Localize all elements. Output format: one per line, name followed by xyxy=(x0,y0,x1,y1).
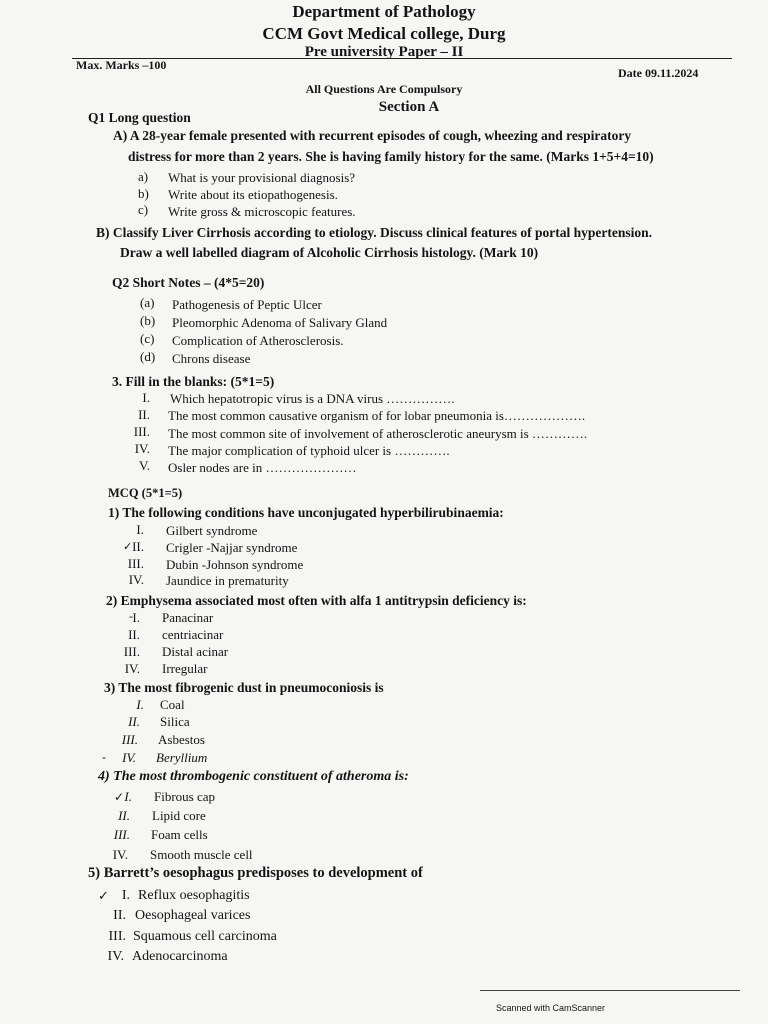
mcq-question: 1) The following conditions have unconjugated hyperbilirubinaemia: xyxy=(108,505,504,520)
mcq-option-label: II. xyxy=(128,627,140,642)
mcq-option-label: IV. xyxy=(122,750,136,765)
mcq-option-text: Crigler -Najjar syndrome xyxy=(166,540,298,555)
section-title: Section A xyxy=(378,99,440,115)
tick-mark: ✓ xyxy=(123,541,133,553)
mcq-option-label: IV. xyxy=(112,847,128,862)
q2-item-label: (d) xyxy=(140,349,156,364)
tick-mark: - xyxy=(102,750,106,764)
q1a-sub-label: a) xyxy=(138,169,149,184)
mcq-option-label: II. xyxy=(128,714,140,729)
max-marks: Max. Marks –100 xyxy=(76,58,167,72)
mcq-option-label: III. xyxy=(113,827,130,842)
mcq-option-text: Gilbert syndrome xyxy=(166,523,258,538)
q1a-sub-label: c) xyxy=(138,202,149,217)
q3-title: 3. Fill in the blanks: (5*1=5) xyxy=(112,374,275,389)
q3-item-label: V. xyxy=(139,458,150,473)
college-name: CCM Govt Medical college, Durg xyxy=(262,24,506,43)
instructions: All Questions Are Compulsory xyxy=(305,82,463,96)
exam-date: Date 09.11.2024 xyxy=(618,66,699,80)
q2-item-text: Complication of Atherosclerosis. xyxy=(172,333,344,348)
q1a-sub-text: Write gross & microscopic features. xyxy=(168,204,356,219)
footer-rule xyxy=(480,990,740,991)
mcq-option-label: III. xyxy=(127,556,144,571)
q1a-sub-text: Write about its etiopathogenesis. xyxy=(168,187,338,202)
mcq-option-text: Lipid core xyxy=(152,808,206,823)
q2-item-label: (c) xyxy=(140,331,155,346)
mcq-question: 3) The most fibrogenic dust in pneumoconiosis is xyxy=(104,680,384,695)
mcq-option-text: Jaundice in prematurity xyxy=(166,573,289,588)
mcq-question: 5) Barrett’s oesophagus predisposes to development of xyxy=(88,865,423,881)
paper-title: Pre university Paper – II xyxy=(304,44,464,60)
q2-title: Q2 Short Notes – (4*5=20) xyxy=(112,275,265,290)
mcq-option-text: Irregular xyxy=(162,661,208,676)
mcq-option-text: Coal xyxy=(160,697,185,712)
mcq-option-label: I. xyxy=(132,610,140,625)
q1b-line2: Draw a well labelled diagram of Alcoholic Cirrhosis histology. (Mark 10) xyxy=(120,245,539,260)
mcq-option-label: I. xyxy=(121,888,130,903)
department-title: Department of Pathology xyxy=(292,2,476,21)
mcq-option-label: III. xyxy=(123,644,140,659)
mcq-option-text: Panacinar xyxy=(162,610,214,625)
q3-item-label: II. xyxy=(138,407,150,422)
mcq-option-text: Squamous cell carcinoma xyxy=(133,929,277,944)
mcq-option-text: Foam cells xyxy=(151,827,208,842)
q3-item-text: The most common site of involvement of atherosclerotic aneurysm is …………. xyxy=(168,426,588,441)
q1b-line1: B) Classify Liver Cirrhosis according to etiology. Discuss clinical features of portal hypertension. xyxy=(96,225,652,240)
mcq-title: MCQ (5*1=5) xyxy=(108,486,183,500)
mcq-option-label: I. xyxy=(136,697,144,712)
mcq-option-label: I. xyxy=(124,789,132,804)
q1-title: Q1 Long question xyxy=(88,110,191,125)
mcq-option-label: IV. xyxy=(128,572,144,587)
mcq-option-label: II. xyxy=(132,539,144,554)
q2-item-label: (b) xyxy=(140,313,156,328)
q3-item-label: IV. xyxy=(134,441,150,456)
q2-item-text: Pathogenesis of Peptic Ulcer xyxy=(172,297,322,312)
scanner-watermark: Scanned with CamScanner xyxy=(496,1003,606,1013)
mcq-option-text: Oesophageal varices xyxy=(135,908,251,923)
q3-item-label: I. xyxy=(142,390,150,405)
mcq-option-label: III. xyxy=(108,929,126,944)
mcq-option-text: Distal acinar xyxy=(162,644,229,659)
mcq-question: 2) Emphysema associated most often with alfa 1 antitrypsin deficiency is: xyxy=(106,593,527,608)
mcq-option-text: Asbestos xyxy=(158,732,205,747)
q1a-sub-text: What is your provisional diagnosis? xyxy=(168,170,356,185)
mcq-option-text: centriacinar xyxy=(162,627,224,642)
q2-item-text: Chrons disease xyxy=(172,351,251,366)
mcq-option-label: III. xyxy=(121,732,138,747)
mcq-option-text: Smooth muscle cell xyxy=(150,847,253,862)
mcq-option-text: Dubin -Johnson syndrome xyxy=(166,557,304,572)
mcq-option-text: Fibrous cap xyxy=(154,789,216,804)
mcq-question: 4) The most thrombogenic constituent of atheroma is: xyxy=(98,769,409,784)
q2-item-label: (a) xyxy=(140,295,155,310)
tick-mark: ✓ xyxy=(98,888,109,903)
mcq-option-label: I. xyxy=(136,522,144,537)
mcq-option-text: Silica xyxy=(160,714,190,729)
mcq-option-text: Adenocarcinoma xyxy=(132,949,228,964)
mcq-option-text: Reflux oesophagitis xyxy=(138,888,250,903)
q1a-line2: distress for more than 2 years. She is having family history for the same. (Marks 1+5+4=10) xyxy=(128,149,654,164)
q3-item-text: Which hepatotropic virus is a DNA virus ……………. xyxy=(170,391,455,406)
q3-item-text: The most common causative organism of for lobar pneumonia is………………. xyxy=(168,408,586,423)
mcq-option-text: Beryllium xyxy=(156,750,208,765)
tick-mark: - xyxy=(129,609,133,623)
q3-item-text: Osler nodes are in ………………… xyxy=(168,460,357,475)
mcq-option-label: II. xyxy=(118,808,130,823)
mcq-option-label: II. xyxy=(113,908,126,923)
q1a-sub-label: b) xyxy=(138,186,149,201)
mcq-option-label: IV. xyxy=(107,949,124,964)
q3-item-label: III. xyxy=(133,424,150,439)
q2-item-text: Pleomorphic Adenoma of Salivary Gland xyxy=(172,315,388,330)
mcq-option-label: IV. xyxy=(124,661,140,676)
q1a-line1: A) A 28-year female presented with recurrent episodes of cough, wheezing and respiratory xyxy=(113,128,632,143)
q3-item-text: The major complication of typhoid ulcer is …………. xyxy=(168,443,450,458)
header-rule xyxy=(72,58,732,59)
tick-mark: ✓ xyxy=(114,790,125,804)
